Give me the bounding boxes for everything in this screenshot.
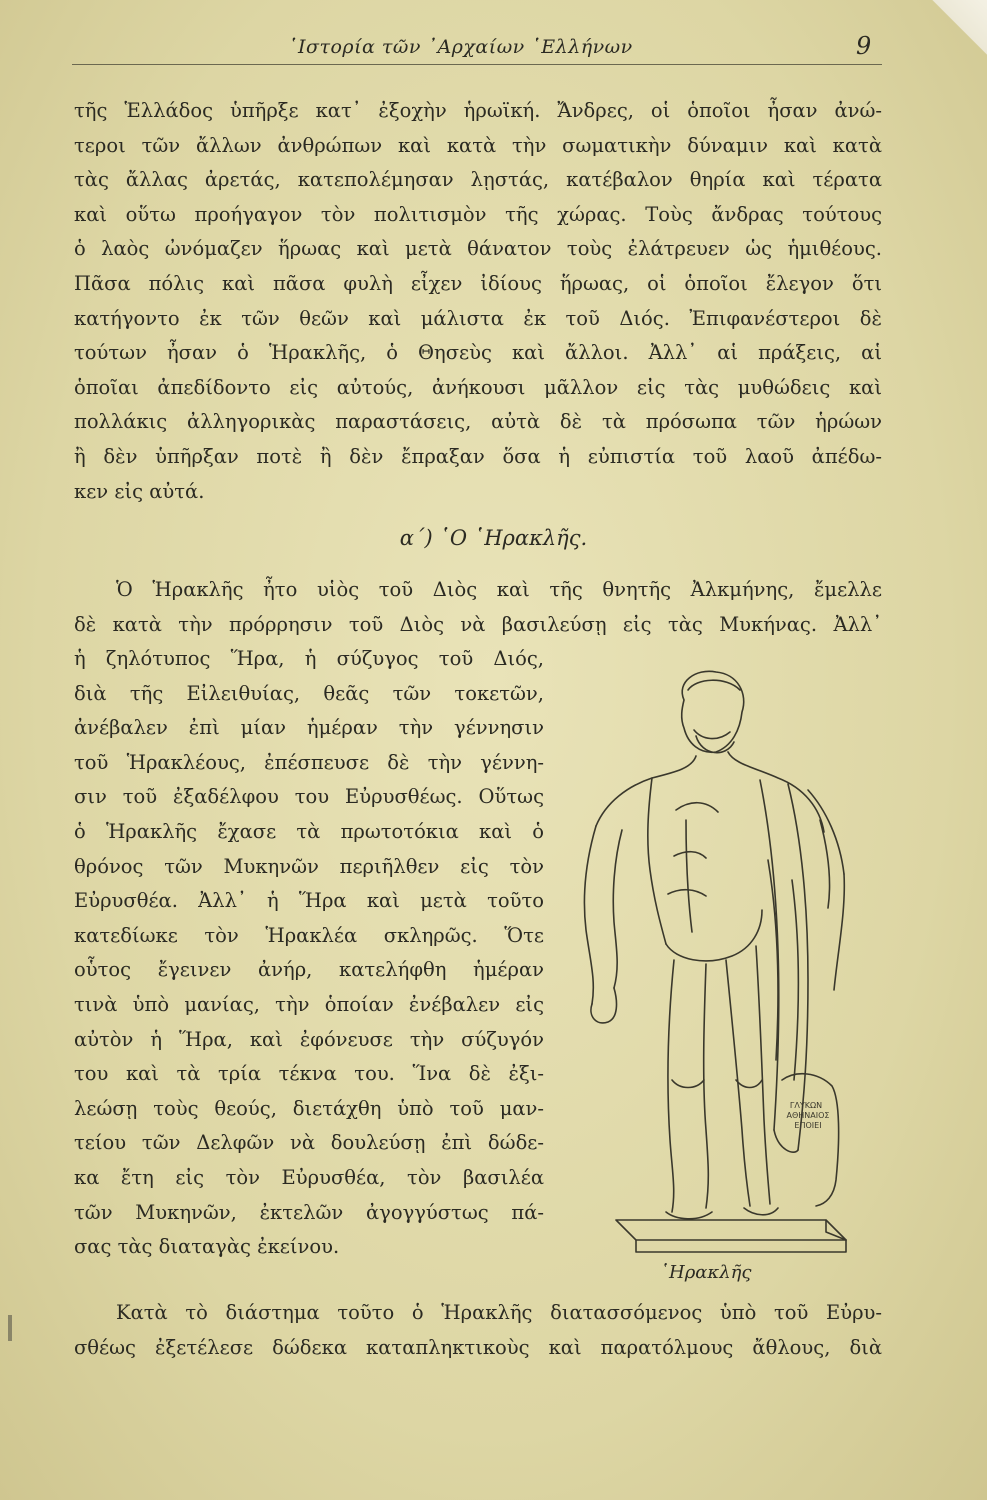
text-line: κατήγοντο ἐκ τῶν θεῶν καὶ μάλιστα ἐκ τοῦ Διός. Ἐπιφανέστεροι δὲ [74,306,882,330]
text-line: δὲ κατὰ τὴν πρόρρησιν τοῦ Διὸς νὰ βασιλεύσῃ εἰς τὰς Μυκήνας. Ἀλλ᾿ [74,612,882,636]
running-title: ῾Ιστορία τῶν ᾿Αρχαίων ῾Ελλήνων [288,36,633,58]
text-line: καὶ οὕτω προήγαγον τὸν πολιτισμὸν τῆς χώρας. Τοὺς ἄνδρας τούτους [74,202,882,226]
statue-inscription-line: ΓΛΥΚΩΝ [789,1101,823,1110]
herakles-statue-illustration [556,660,886,1260]
text-line: κατεδίωκε τὸν Ἡρακλέα σκληρῶς. Ὅτε [74,923,544,947]
page-number: 9 [856,32,872,60]
text-line: τινὰ ὑπὸ μανίας, τὴν ὁποίαν ἐνέβαλεν εἰς [74,992,544,1016]
text-line: τείου τῶν Δελφῶν νὰ δουλεύσῃ ἐπὶ δώδε- [74,1131,544,1155]
paragraph-herakles-birth [74,573,882,642]
text-line: τούτων ἦσαν ὁ Ἡρακλῆς, ὁ Θησεὺς καὶ ἄλλοι. Ἀλλ᾿ αἱ πράξεις, αἱ [74,341,882,365]
text-line: διὰ τῆς Εἰλειθυίας, θεᾶς τῶν τοκετῶν, [74,681,544,705]
text-line: θρόνος τῶν Μυκηνῶν περιῆλθεν εἰς τὸν [74,854,544,878]
text-line: οὗτος ἔγεινεν ἀνήρ, κατελήφθη ἡμέραν [74,958,544,982]
paragraph-labours [74,1296,882,1365]
text-line: Κατὰ τὸ διάστημα τοῦτο ὁ Ἡρακλῆς διατασσόμενος ὑπὸ τοῦ Εὐρυ- [116,1301,882,1324]
text-line: κεν εἰς αὐτά. [74,479,205,503]
text-line: ὁποῖαι ἀπεδίδοντο εἰς αὐτούς, ἀνήκουσι μᾶλλον εἰς τὰς μυθώδεις καὶ [74,375,882,399]
binding-mark [8,1315,12,1341]
text-line: ἢ δὲν ὑπῆρξαν ποτὲ ἢ δὲν ἔπραξαν ὅσα ἡ εὐπιστία τοῦ λαοῦ ἀπέδω- [74,444,882,468]
text-line: τῶν Μυκηνῶν, ἐκτελῶν ἀγογγύστως πά- [74,1200,544,1224]
text-line: πολλάκις ἀλληγορικὰς παραστάσεις, αὐτὰ δὲ τὰ πρόσωπα τῶν ἡρώων [74,410,882,434]
text-line: Ὁ Ἡρακλῆς ἦτο υἱὸς τοῦ Διὸς καὶ τῆς θνητῆς Ἀλκμήνης, ἔμελλε [116,578,882,601]
text-line: τὰς ἄλλας ἀρετάς, κατεπολέμησαν λῃστάς, κατέβαλον θηρία καὶ τέρατα [74,168,882,192]
text-line: Πᾶσα πόλις καὶ πᾶσα φυλὴ εἶχεν ἰδίους ἥρωας, οἱ ὁποῖοι ἔλεγον ὅτι [74,271,882,295]
text-line: τῆς Ἑλλάδος ὑπῆρξε κατ᾿ ἐξοχὴν ἡρωϊκή. Ἄνδρες, οἱ ὁποῖοι ἦσαν ἀνώ- [74,99,882,122]
statue-drawing [556,660,886,1260]
text-line: σας τὰς διαταγὰς ἐκείνου. [74,1235,340,1259]
paragraph-herakles-column [74,642,544,1265]
statue-inscription-line: ΕΠΟΙΕΙ [794,1121,822,1130]
figure-caption: ῾Ηρακλῆς [660,1262,752,1283]
text-line: σιν τοῦ ἐξαδέλφου του Εὐρυσθέως. Οὕτως [74,785,544,809]
text-line: αὐτὸν ἡ Ἥρα, καὶ ἐφόνευσε τὴν σύζυγόν [74,1027,544,1051]
text-line: ἡ ζηλότυπος Ἥρα, ἡ σύζυγος τοῦ Διός, [74,647,544,670]
paragraph-heroic-age [74,94,882,509]
text-line: Εὐρυσθέα. Ἀλλ᾿ ἡ Ἥρα καὶ μετὰ τοῦτο [74,889,544,913]
text-line: του καὶ τὰ τρία τέκνα του. Ἵνα δὲ ἐξι- [74,1062,544,1086]
statue-inscription-line: ΑΘΗΝΑΙΟΣ [786,1111,830,1120]
text-line: τεροι τῶν ἄλλων ἀνθρώπων καὶ κατὰ τὴν σωματικὴν δύναμιν καὶ κατὰ [74,133,882,157]
text-line: ἀνέβαλεν ἐπὶ μίαν ἡμέραν τὴν γέννησιν [74,716,544,740]
header-rule [72,64,882,65]
section-heading: α΄) ῾Ο ῾Ηρακλῆς. [399,526,588,550]
text-line: λεώσῃ τοὺς θεούς, διετάχθη ὑπὸ τοῦ μαν- [74,1096,544,1120]
text-line: ὁ λαὸς ὠνόμαζεν ἥρωας καὶ μετὰ θάνατον τοὺς ἐλάτρευεν ὡς ἡμιθέους. [74,237,882,261]
text-line: ὁ Ἡρακλῆς ἔχασε τὰ πρωτοτόκια καὶ ὁ [74,819,544,843]
running-header [0,32,987,66]
text-line: κα ἔτη εἰς τὸν Εὐρυσθέα, τὸν βασιλέα [74,1165,544,1189]
text-line: τοῦ Ἡρακλέους, ἐπέσπευσε δὲ τὴν γέννη- [74,750,544,774]
text-line: σθέως ἐξετέλεσε δώδεκα καταπληκτικοὺς καὶ παρατόλμους ἄθλους, διὰ [74,1335,882,1359]
